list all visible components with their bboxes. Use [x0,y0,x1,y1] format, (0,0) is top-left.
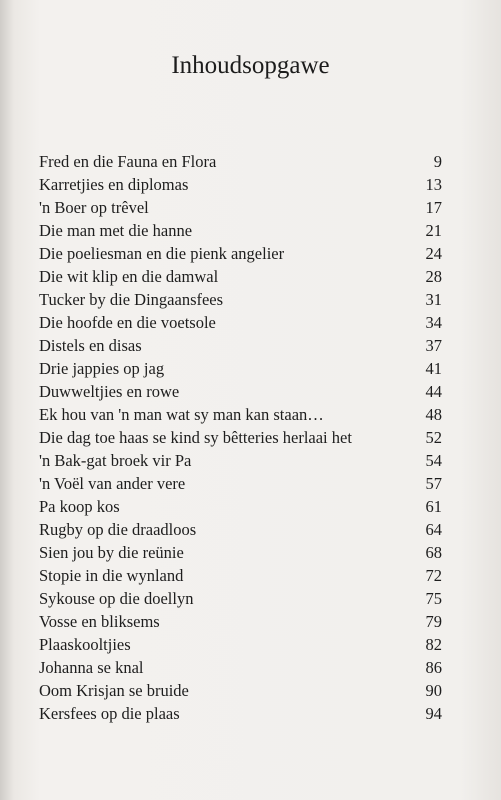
toc-entry-page-number: 94 [425,704,442,723]
toc-entry [39,451,442,474]
toc-entry-title: Fred en die Fauna en Flora [39,152,217,171]
toc-entry-title: Die man met die hanne [39,221,193,240]
toc-entry-title: 'n Bak-gat broek vir Pa [39,451,192,470]
toc-entry-page-number: 28 [425,267,442,286]
toc-entry-page-number: 21 [425,221,442,240]
toc-entry-page-number: 48 [425,405,442,424]
toc-entry [39,589,442,612]
toc-entry-title: Pa koop kos [39,497,120,516]
toc-entry [39,359,442,382]
toc-entry-page-number: 34 [425,313,442,332]
toc-entry [39,382,442,405]
toc-entry [39,658,442,681]
toc-entry [39,612,442,635]
page-title: Inhoudsopgawe [171,52,330,79]
toc-entry-page-number: 57 [425,474,442,493]
toc-entry [39,428,442,451]
toc-entry-page-number: 75 [425,589,442,608]
toc-entry-page-number: 17 [425,198,442,217]
toc-entry-title: 'n Voël van ander vere [39,474,186,493]
toc-entry-page-number: 54 [425,451,442,470]
toc-entry-title: Stopie in die wynland [39,566,184,585]
table-of-contents [39,152,442,727]
toc-entry-page-number: 13 [425,175,442,194]
toc-entry-title: Plaaskooltjies [39,635,131,654]
toc-entry-title: Die wit klip en die damwal [39,267,219,286]
toc-entry-title: Die poeliesman en die pienk angelier [39,244,285,263]
toc-entry [39,221,442,244]
toc-entry-title: Johanna se knal [39,658,144,677]
toc-entry-title: Distels en disas [39,336,142,355]
toc-entry [39,152,442,175]
toc-entry-title: Die dag toe haas se kind sy bêtteries herlaai het [39,428,352,447]
toc-entry-page-number: 86 [425,658,442,677]
toc-entry-title: Ek hou van 'n man wat sy man kan staan… [39,405,324,424]
toc-entry-page-number: 64 [425,520,442,539]
toc-entry [39,267,442,290]
toc-entry [39,405,442,428]
toc-entry-page-number: 37 [425,336,442,355]
toc-entry-page-number: 90 [425,681,442,700]
toc-entry-page-number: 44 [425,382,442,401]
toc-entry-page-number: 9 [433,152,442,171]
toc-entry-page-number: 31 [425,290,442,309]
toc-entry-page-number: 82 [425,635,442,654]
toc-entry [39,566,442,589]
toc-entry [39,543,442,566]
toc-entry-page-number: 41 [425,359,442,378]
toc-entry-title: Tucker by die Dingaansfees [39,290,224,309]
toc-entry [39,474,442,497]
toc-entry-title: Drie jappies op jag [39,359,165,378]
toc-entry-page-number: 61 [425,497,442,516]
toc-entry [39,681,442,704]
toc-entry [39,336,442,359]
toc-entry [39,635,442,658]
toc-entry [39,313,442,336]
toc-entry-title: Karretjies en diplomas [39,175,189,194]
toc-entry [39,497,442,520]
toc-entry-title: Duwweltjies en rowe [39,382,180,401]
toc-entry-title: Vosse en bliksems [39,612,160,631]
toc-entry-page-number: 79 [425,612,442,631]
toc-entry-page-number: 52 [425,428,442,447]
toc-entry-title: Oom Krisjan se bruide [39,681,189,700]
toc-entry-title: Sien jou by die reünie [39,543,184,562]
toc-entry [39,520,442,543]
toc-entry-page-number: 24 [425,244,442,263]
toc-entry-title: Sykouse op die doellyn [39,589,194,608]
toc-entry-title: 'n Boer op trêvel [39,198,149,217]
toc-entry-page-number: 68 [425,543,442,562]
toc-entry [39,198,442,221]
toc-entry-page-number: 72 [425,566,442,585]
toc-entry-title: Kersfees op die plaas [39,704,180,723]
toc-entry-title: Rugby op die draadloos [39,520,197,539]
toc-entry-title: Die hoofde en die voetsole [39,313,216,332]
toc-entry [39,704,442,727]
toc-entry [39,290,442,313]
toc-entry [39,244,442,267]
toc-entry [39,175,442,198]
